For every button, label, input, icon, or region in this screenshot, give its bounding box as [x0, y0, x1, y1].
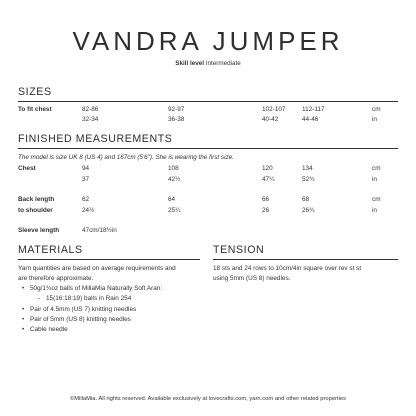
tension-line-1: 18 sts and 24 rows to 10cm/4in square over rev st st [213, 265, 362, 272]
skill-level-label: Skill level [175, 60, 204, 67]
materials-divider [18, 259, 200, 260]
chest-label: Chest [18, 165, 36, 172]
back-3-in: 26 [262, 207, 270, 214]
sleeve-length-label: Sleeve length [18, 227, 60, 234]
sizes-unit-in: in [372, 116, 377, 123]
skill-level-value: Intermediate [205, 60, 241, 67]
tension-line-2: using 5mm (US 8) needles. [213, 275, 291, 282]
bullet-icon: • [22, 306, 25, 313]
finished-divider [18, 148, 398, 149]
back-3-cm: 66 [262, 196, 270, 203]
back-unit-cm: cm [372, 196, 381, 203]
bullet-icon: • [22, 326, 25, 333]
back-1-in: 24½ [82, 207, 95, 214]
sleeve-length-value: 47cm/18½in [82, 227, 117, 234]
materials-intro-line-2: are therefore approximate. [18, 275, 94, 282]
size-1-cm: 82-86 [82, 106, 99, 113]
tension-heading: TENSION [213, 244, 265, 256]
page-title: VANDRA JUMPER [72, 26, 344, 56]
material-subitem-yarn-balls: 15(16:18:19) balls in Rain 254 [46, 295, 132, 302]
model-note: The model is size UK 8 (US 4) and 167cm (5'6"). She is wearing the first size. [18, 154, 234, 161]
to-shoulder-label: to shoulder [18, 207, 53, 214]
size-2-cm: 92-97 [168, 106, 185, 113]
chest-2-in: 42½ [168, 176, 181, 183]
dash-icon: - [38, 295, 41, 302]
to-fit-chest-label: To fit chest [18, 106, 52, 113]
back-2-in: 25¼ [168, 207, 181, 214]
material-item-yarn: 50g/1¾oz balls of MillaMia Naturally Soft Aran: [30, 285, 163, 292]
chest-unit-in: in [372, 176, 377, 183]
back-1-cm: 62 [82, 196, 90, 203]
chest-3-in: 47¼ [262, 176, 275, 183]
chest-unit-cm: cm [372, 165, 381, 172]
size-3-cm: 102-107 [262, 106, 286, 113]
bullet-icon: • [22, 316, 25, 323]
sizes-unit-cm: cm [372, 106, 381, 113]
chest-1-cm: 94 [82, 165, 90, 172]
back-4-in: 26¾ [302, 207, 315, 214]
chest-2-cm: 108 [168, 165, 179, 172]
tension-divider [213, 259, 398, 260]
material-item-needles-5mm: Pair of 5mm (US 8) knitting needles [30, 316, 131, 323]
back-4-cm: 68 [302, 196, 310, 203]
back-unit-in: in [372, 207, 377, 214]
material-item-cable-needle: Cable needle [30, 326, 68, 333]
size-3-in: 40-42 [262, 116, 279, 123]
materials-intro-line-1: Yarn quantities are based on average requirements and [18, 265, 176, 272]
size-2-in: 36-38 [168, 116, 185, 123]
size-4-cm: 112-117 [302, 106, 325, 113]
chest-1-in: 37 [82, 176, 90, 183]
chest-3-cm: 120 [262, 165, 273, 172]
finished-measurements-heading: FINISHED MEASUREMENTS [18, 133, 173, 145]
materials-heading: MATERIALS [18, 244, 83, 256]
size-1-in: 32-34 [82, 116, 99, 123]
sizes-heading: SIZES [18, 86, 52, 98]
bullet-icon: • [22, 285, 25, 292]
copyright-footer: ©MillaMia. All rights reserved. Available exclusively at lovecrafts.com, yarn.com and other related properties [69, 396, 347, 402]
chest-4-cm: 134 [302, 165, 313, 172]
size-4-in: 44-46 [302, 116, 319, 123]
material-item-needles-4-5mm: Pair of 4.5mm (US 7) knitting needles [30, 306, 137, 313]
back-length-label: Back length [18, 196, 55, 203]
skill-level [0, 60, 416, 67]
back-2-cm: 64 [168, 196, 176, 203]
sizes-divider [18, 101, 398, 102]
tension-text [213, 264, 403, 284]
chest-4-in: 52¾ [302, 176, 315, 183]
materials-intro [18, 264, 204, 284]
